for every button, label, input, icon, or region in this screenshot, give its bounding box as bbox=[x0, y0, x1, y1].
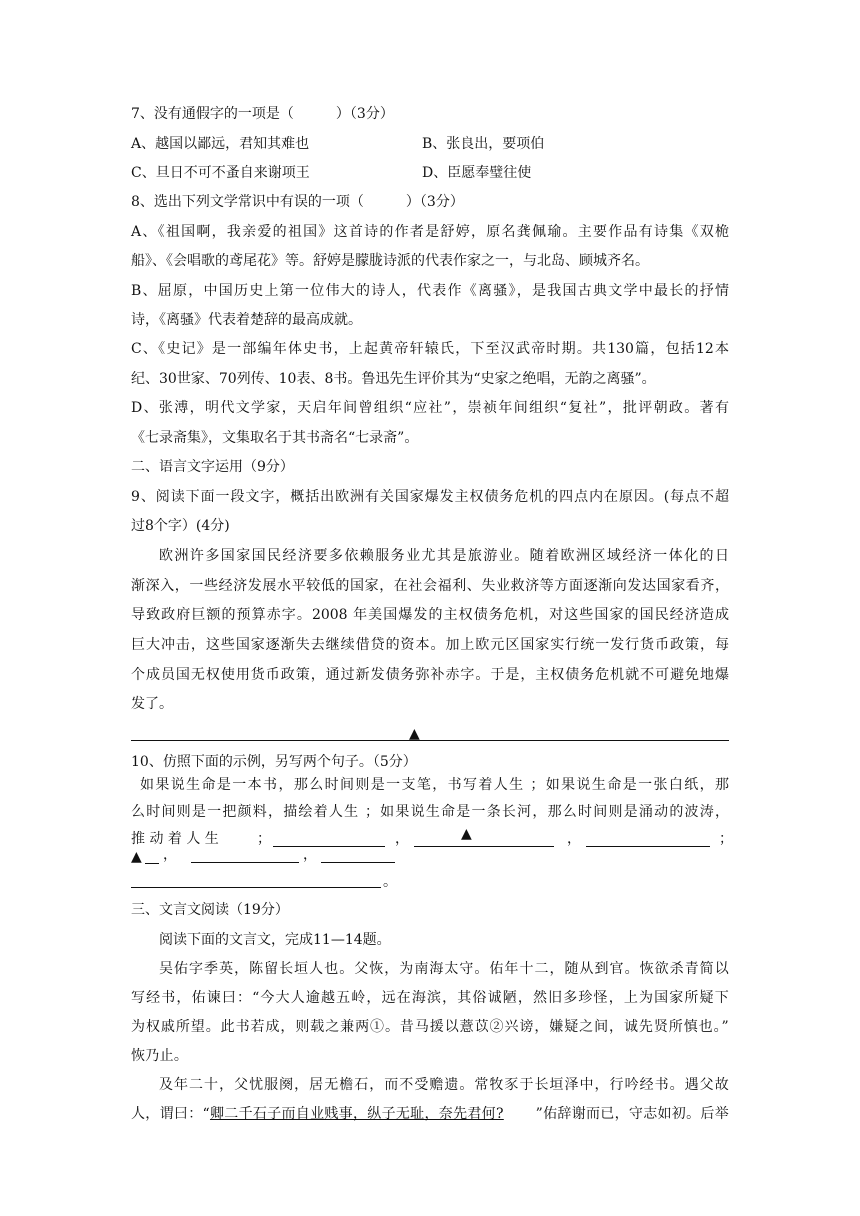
q8-option-d-line1: D、张溥，明代文学家，天启年间曾组织“应社”，崇祯年间组织“复社”，批评朝政。著有 bbox=[131, 400, 729, 416]
q9-answer-line[interactable] bbox=[131, 740, 729, 741]
q10-comma1: ， bbox=[395, 831, 409, 847]
q10-sep1: ； bbox=[257, 831, 271, 847]
q10-semi: ； bbox=[719, 831, 733, 847]
q7-option-d: D、臣愿奉璧往使 bbox=[422, 165, 532, 181]
passage-underlined-sentence: 卿二千石子而自业贱事，纵子无耻，奈先君何? bbox=[209, 1106, 504, 1122]
q10-comma2: ， bbox=[567, 831, 581, 847]
q8-option-b-line1: B、屈原，中国历史上第一位伟大的诗人，代表作《离骚》，是我国古典文学中最长的抒情 bbox=[131, 283, 729, 299]
q9-stem-line1: 9、阅读下面一段文字，概括出欧洲有关国家爆发主权债务危机的四点内在原因。(每点不超 bbox=[131, 489, 729, 505]
q10-stem: 10、仿照下面的示例，另写两个句子。（5分） bbox=[131, 754, 417, 770]
q9-passage-line4: 巨大冲击，这些国家逐渐失去继续借贷的资本。加上欧元区国家实行统一发行货币政策，每 bbox=[131, 637, 729, 653]
q8-option-c-line1: C、《史记》是一部编年体史书，上起黄帝轩辕氏，下至汉武帝时期。共130篇，包括12本 bbox=[131, 341, 729, 357]
q8-option-c-line2: 纪、30世家、70列传、10表、8书。鲁迅先生评价其为“史家之绝唱，无韵之离骚”。 bbox=[131, 371, 656, 387]
q9-passage-line1: 欧洲许多国家国民经济要多依赖服务业尤其是旅游业。随着欧洲区域经济一体化的日 bbox=[159, 548, 729, 564]
q10-answer-marker-2: ▲ bbox=[131, 849, 142, 865]
q10-blank-6[interactable] bbox=[321, 862, 395, 863]
q8-option-d-line2: 《七录斋集》，文集取名于其书斋名“七录斋”。 bbox=[131, 430, 419, 446]
section3-heading: 三、文言文阅读（19分） bbox=[131, 902, 289, 918]
q9-passage-line5: 个成员国无权使用货币政策，通过新发债务弥补赤字。于是，主权债务危机就不可避免地爆 bbox=[131, 667, 729, 683]
q10-comma4: ， bbox=[303, 847, 317, 863]
passage-p1-line3: 为权戚所望。此书若成，则载之兼两①。昔马援以薏苡②兴谤，嫌疑之间，诚先贤所慎也。” bbox=[131, 1019, 729, 1035]
q7-option-a: A、越国以鄙远，君知其难也 bbox=[131, 136, 310, 152]
passage-p1-line1: 吴佑字季英，陈留长垣人也。父恢，为南海太守。佑年十二，随从到官。恢欲杀青简以 bbox=[159, 961, 729, 977]
passage-p2-line1: 及年二十，父忧服阕，居无檐石，而不受赡遗。常牧豕于长垣泽中，行吟经书。遇父故 bbox=[159, 1077, 729, 1093]
q10-line3-start: 推 动 着 人 生 bbox=[131, 831, 219, 847]
passage-p2-line2-a: 人，谓曰：“ bbox=[131, 1106, 210, 1122]
q9-stem-line2: 过8个字）(4分) bbox=[131, 518, 230, 534]
q9-passage-line2: 渐深入，一些经济发展水平较低的国家，在社会福利、失业救济等方面逐渐向发达国家看齐， bbox=[131, 578, 729, 594]
q9-passage-line6: 发了。 bbox=[131, 696, 173, 712]
q10-blank-3[interactable] bbox=[586, 846, 710, 847]
q9-passage-line3: 导致政府巨额的预算赤字。2008 年美国爆发的主权债务危机，对这些国家的国民经济造成 bbox=[131, 607, 729, 623]
q7-stem: 7、没有通假字的一项是（ ）（3分） bbox=[131, 106, 394, 122]
passage-p1-line2: 写经书，佑谏曰：“今大人逾越五岭，远在海滨，其俗诚陋，然旧多珍怪，上为国家所疑下 bbox=[131, 990, 729, 1006]
q10-blank-2[interactable] bbox=[414, 846, 554, 847]
section2-heading: 二、语言文字运用（9分） bbox=[131, 459, 294, 475]
q7-option-c: C、旦日不可不蚤自来谢项王 bbox=[131, 165, 310, 181]
passage-intro: 阅读下面的文言文，完成11—14题。 bbox=[159, 932, 391, 948]
q10-blank-7[interactable] bbox=[131, 887, 381, 888]
q8-option-a-line1: A、《祖国啊，我亲爱的祖国》这首诗的作者是舒婷，原名龚佩瑜。主要作品有诗集《双桅 bbox=[131, 224, 729, 240]
q8-option-b-line2: 诗，《离骚》代表着楚辞的最高成就。 bbox=[131, 312, 362, 328]
q7-option-b: B、张良出，要项伯 bbox=[422, 136, 545, 152]
q10-example-line2: 么时间则是一把颜料，描绘着人生 ；如果说生命是一条长河，那么时间则是涌动的波涛， bbox=[131, 804, 729, 820]
q10-example-line1: 如果说生命是一本书，那么时间则是一支笔，书写着人生 ；如果说生命是一张白纸，那 bbox=[140, 777, 729, 793]
q10-comma3: ， bbox=[163, 847, 177, 863]
q8-option-a-line2: 船》、《会唱歌的鸢尾花》等。舒婷是朦胧诗派的代表作家之一，与北岛、顾城齐名。 bbox=[131, 253, 649, 269]
q10-blank-5[interactable] bbox=[191, 862, 299, 863]
q10-end-mark: 。 bbox=[383, 874, 397, 890]
passage-p1-line4: 恢乃止。 bbox=[131, 1048, 189, 1064]
q10-blank-4[interactable] bbox=[145, 863, 159, 864]
q8-stem: 8、选出下列文学常识中有误的一项（ ）（3分） bbox=[131, 194, 464, 210]
passage-p2-line2 bbox=[131, 1104, 729, 1124]
passage-p2-line2-b: ”佑辞谢而已，守志如初。后举 bbox=[535, 1106, 729, 1122]
q10-answer-marker-1: ▲ bbox=[461, 826, 472, 842]
q9-answer-marker: ▲ bbox=[409, 726, 420, 742]
q10-blank-1[interactable] bbox=[273, 846, 385, 847]
